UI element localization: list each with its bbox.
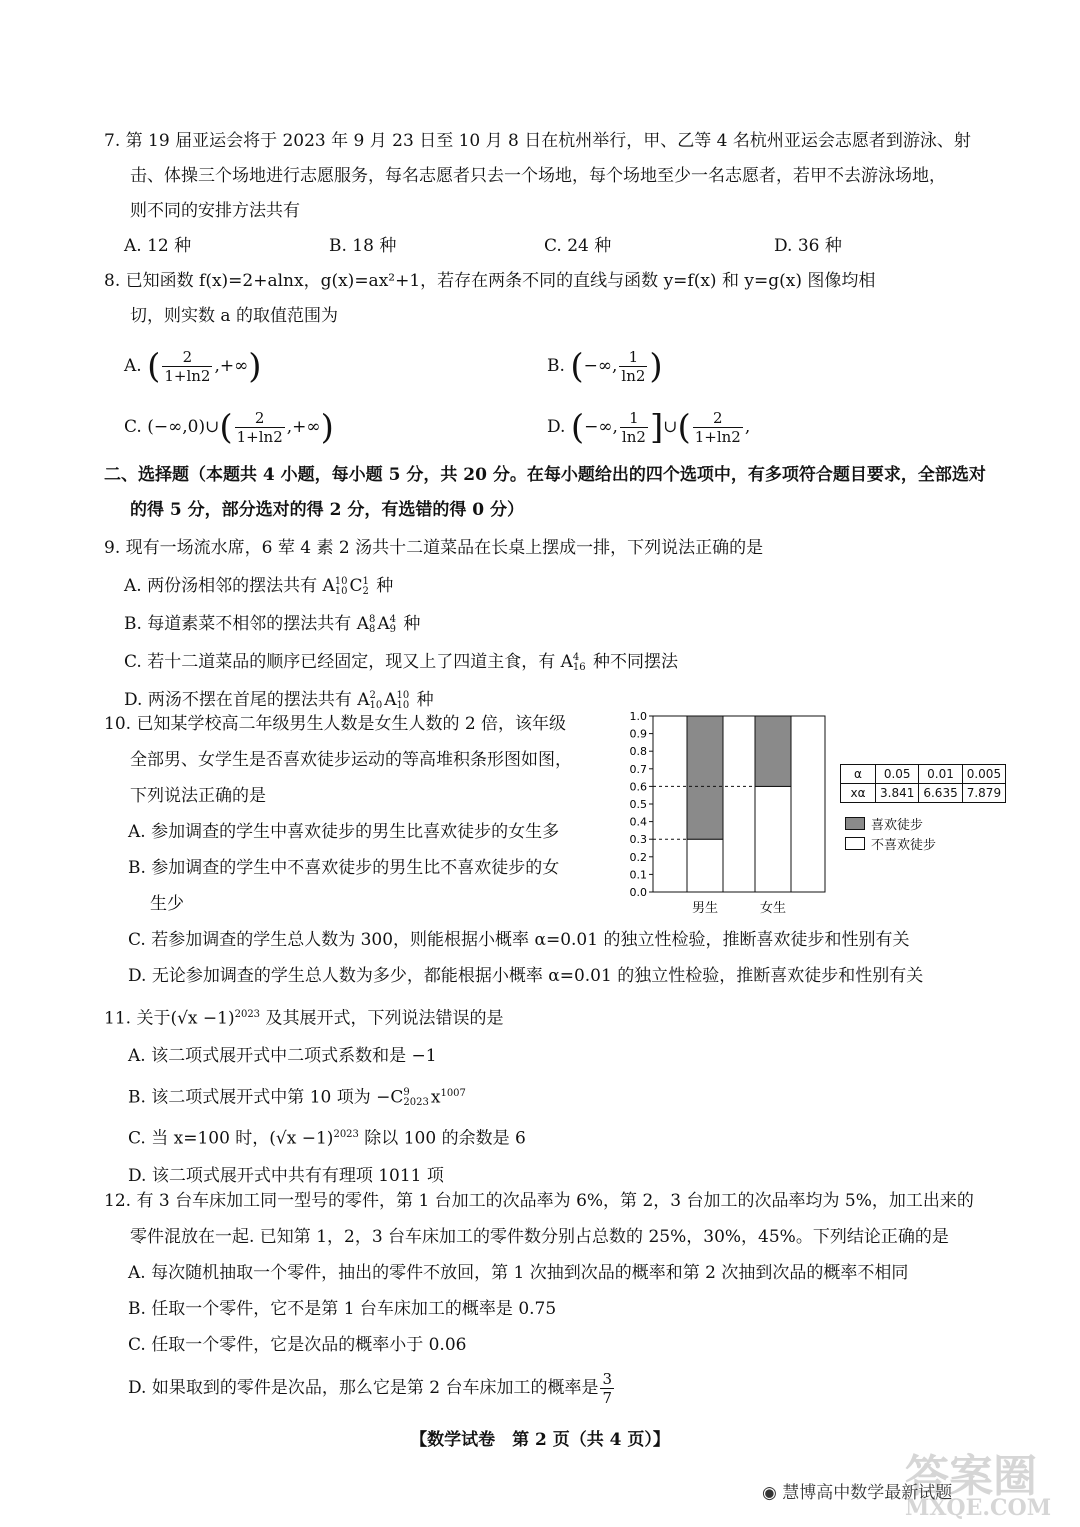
q8-option-c: C. (−∞,0)∪( $\frac{2}{1+\ln 2}$ ,+∞) xyxy=(124,407,334,448)
bar-segment xyxy=(687,839,723,892)
q7-line3: 则不同的安排方法共有 xyxy=(130,201,300,221)
q9-option-c: C. 若十二道菜品的顺序已经固定，现又上了四道主食，有 A 4 16 种不同摆法 xyxy=(124,651,679,673)
q9-option-a: A. 两份汤相邻的摆法共有 A 10 10 C 1 2 种 xyxy=(124,575,394,597)
x-category-label: 男生 xyxy=(691,901,719,916)
section-2-line1: 二、选择题（本题共 4 小题，每小题 5 分，共 20 分。在每小题给出的四个选项中，有多项符合题目要求，全部选对 xyxy=(104,465,986,485)
q8-options-cd xyxy=(104,404,1004,451)
y-tick-label: 0.7 xyxy=(629,762,647,776)
q11-stem: 11. 关于$(√x -1)^{2023}$ 及其展开式，下列说法错误的是 xyxy=(104,1008,504,1029)
q11-option-c: C. 当 x=100 时，$(√x -1)^{2023}$ 除以 100 的余数是 6 xyxy=(128,1128,526,1149)
q8-option-b: B. (−∞, $\frac{1}{\ln 2}$ ) xyxy=(547,346,663,387)
section-2-line2: 的得 5 分，部分选对的得 2 分，有选错的得 0 分） xyxy=(130,500,524,520)
legend-label-like: 喜欢徒步 xyxy=(871,818,924,833)
bar-segment xyxy=(755,716,791,786)
q10-option-a: A. 参加调查的学生中喜欢徒步的男生比喜欢徒步的女生多 xyxy=(128,822,560,842)
q8-option-d: D. (−∞, $\frac{1}{\ln 2}$ ]∪( $\frac{2}{1+\ln 2}$ , xyxy=(547,407,751,448)
q12-option-c: C. 任取一个零件，它是次品的概率小于 0.06 xyxy=(128,1335,467,1355)
y-tick-label: 0.1 xyxy=(629,868,647,882)
table-row xyxy=(841,784,1006,803)
table-cell: xα xyxy=(841,784,876,803)
q12-line1: 12. 有 3 台车床加工同一型号的零件，第 1 台加工的次品率为 6%，第 2，3 台加工的次品率均为 5%，加工出来的 xyxy=(104,1191,974,1211)
question-12 xyxy=(104,1183,1004,1413)
q10-line1: 10. 已知某学校高二年级男生人数是女生人数的 2 倍，该年级 xyxy=(104,714,567,734)
watermark-logo: 答案圈 xyxy=(905,1451,1037,1502)
stacked-bar-chart xyxy=(615,708,835,918)
q11-option-a: A. 该二项式展开式中二项式系数和是 −1 xyxy=(128,1045,437,1066)
y-tick-label: 0.4 xyxy=(629,815,647,829)
q8-line2: 切，则实数 a 的取值范围为 xyxy=(130,306,338,326)
y-tick-label: 0.2 xyxy=(629,850,647,864)
legend-swatch-like xyxy=(845,817,865,830)
q11-option-b: B. 该二项式展开式中第 10 项为 −C 9 2023 $x^{1007}$ xyxy=(128,1086,466,1108)
q7-option-c: C. 24 种 xyxy=(544,236,612,256)
y-tick-label: 0.8 xyxy=(629,745,647,759)
q7-line2: 击、体操三个场地进行志愿服务，每名志愿者只去一个场地，每个场地至少一名志愿者，若甲不去游泳场地， xyxy=(130,166,946,186)
y-tick-label: 0.6 xyxy=(629,780,647,794)
q7-line1: 7. 第 19 届亚运会将于 2023 年 9 月 23 日至 10 月 8 日在杭州举行，甲、乙等 4 名杭州亚运会志愿者到游泳、射 xyxy=(104,131,971,151)
legend-label-dislike: 不喜欢徒步 xyxy=(871,838,937,853)
question-7 xyxy=(104,124,1004,264)
q10-option-b-line1: B. 参加调查的学生中不喜欢徒步的男生比不喜欢徒步的女 xyxy=(128,858,560,878)
q8-options-ab xyxy=(104,343,1004,390)
q10-option-b-line2: 生少 xyxy=(150,894,184,914)
y-tick-label: 0.5 xyxy=(629,798,647,811)
question-10 xyxy=(104,706,624,922)
q7-option-d: D. 36 种 xyxy=(774,236,842,256)
critical-value-table xyxy=(840,764,1006,803)
question-8 xyxy=(104,264,1004,334)
q12-option-a: A. 每次随机抽取一个零件，抽出的零件不放回，第 1 次抽到次品的概率和第 2 次抽到次品的概率不相同 xyxy=(128,1263,909,1283)
table-cell: 0.05 xyxy=(876,765,919,784)
y-tick-label: 0.3 xyxy=(629,833,647,847)
y-tick-label: 0.9 xyxy=(629,727,647,741)
q12-line2: 零件混放在一起. 已知第 1，2，3 台车床加工的零件数分别占总数的 25%，30%，45%。下列结论正确的是 xyxy=(130,1227,949,1247)
bar-segment xyxy=(755,786,791,892)
bar-segment xyxy=(687,716,723,839)
table-cell: 7.879 xyxy=(962,784,1005,803)
q10-options-cd xyxy=(104,922,1004,994)
table-row xyxy=(841,765,1006,784)
section-2-heading xyxy=(104,458,1004,528)
table-cell: 6.635 xyxy=(919,784,962,803)
question-9 xyxy=(104,529,1004,719)
q7-options xyxy=(104,229,1004,264)
q8-line1: 8. 已知函数 f(x)=2+alnx，g(x)=ax²+1，若存在两条不同的直线与函数 y=f(x) 和 y=g(x) 图像均相 xyxy=(104,271,876,291)
q9-option-b: B. 每道素菜不相邻的摆法共有 A 8 8 A 4 9 种 xyxy=(124,613,421,635)
q10-option-c: C. 若参加调查的学生总人数为 300，则能根据小概率 α=0.01 的独立性检验，推断喜欢徒步和性别有关 xyxy=(128,930,910,950)
q10-line3: 下列说法正确的是 xyxy=(130,786,266,806)
wechat-icon: ◉ xyxy=(762,1483,777,1503)
q11-option-d: D. 该二项式展开式中共有有理项 1011 项 xyxy=(128,1165,444,1186)
table-cell: 3.841 xyxy=(876,784,919,803)
plot-frame xyxy=(653,716,825,892)
q12-option-d: D. 如果取到的零件是次品，那么它是第 2 台车床加工的概率是 $\frac{3}{7}$ xyxy=(128,1370,613,1407)
watermark-site: MXQE.COM xyxy=(905,1495,1052,1521)
y-tick-label: 0.0 xyxy=(629,886,647,899)
watermark-wechat: ◉ 慧博高中数学最新试题 xyxy=(762,1483,953,1503)
table-cell: α xyxy=(841,765,876,784)
y-tick-label: 1.0 xyxy=(629,710,647,723)
q10-line2: 全部男、女学生是否喜欢徒步运动的等高堆积条形图如图， xyxy=(130,750,572,770)
q9-stem: 9. 现有一场流水席，6 荤 4 素 2 汤共十二道菜品在长桌上摆成一排，下列说法正确的是 xyxy=(104,538,764,558)
table-cell: 0.01 xyxy=(919,765,962,784)
table-cell: 0.005 xyxy=(962,765,1005,784)
q10-option-d: D. 无论参加调查的学生总人数为多少，都能根据小概率 α=0.01 的独立性检验，推断喜欢徒步和性别有关 xyxy=(128,966,924,986)
q7-option-a: A. 12 种 xyxy=(124,236,192,256)
q7-option-b: B. 18 种 xyxy=(329,236,397,256)
q9-option-d: D. 两汤不摆在首尾的摆法共有 A 2 10 A 10 10 种 xyxy=(124,689,434,711)
question-11 xyxy=(104,996,1004,1195)
legend-swatch-dislike xyxy=(845,837,865,850)
q12-option-b: B. 任取一个零件，它不是第 1 台车床加工的概率是 0.75 xyxy=(128,1299,557,1319)
legend-like xyxy=(845,814,923,833)
page-footer: 【数学试卷 第 2 页（共 4 页）】 xyxy=(410,1430,670,1450)
x-category-label: 女生 xyxy=(759,901,787,916)
legend-dislike xyxy=(845,834,936,853)
q8-option-a: A. ( $\frac{2}{1+\ln 2}$ ,+∞) xyxy=(124,346,262,387)
